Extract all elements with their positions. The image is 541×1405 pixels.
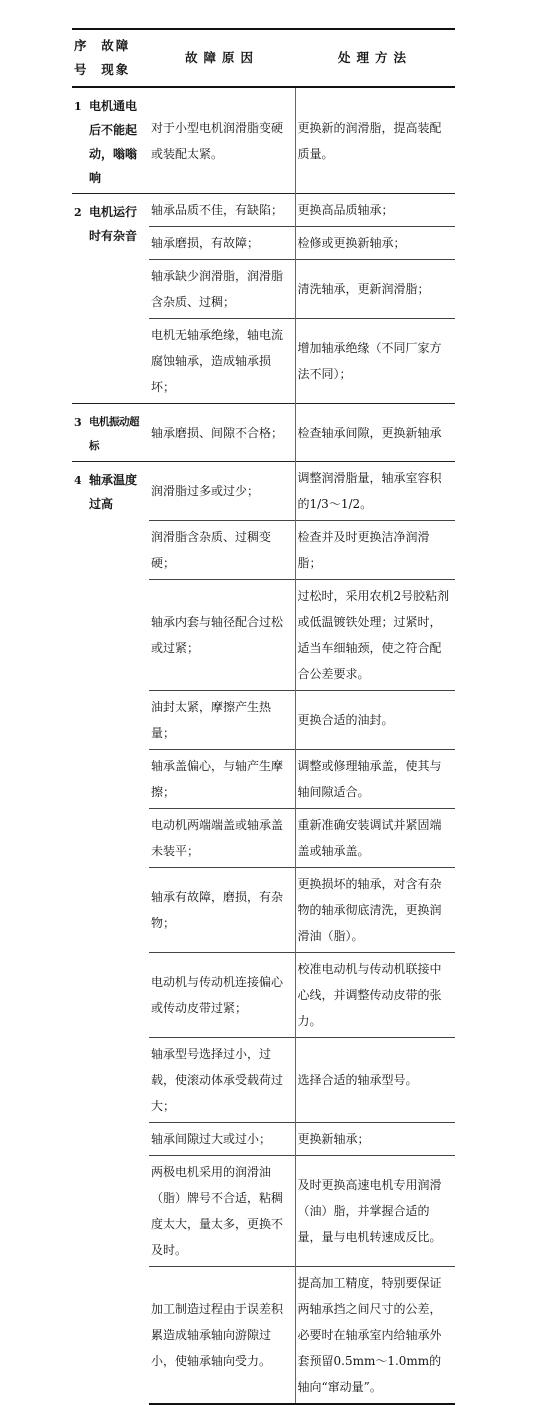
table-row [72, 87, 455, 194]
fault-fix: 更换损坏的轴承，对含有杂物的轴承彻底清洗，更换润滑油（脂）。 [295, 868, 455, 953]
row-number: 3 [72, 404, 87, 462]
row-number: 4 [72, 462, 87, 1405]
header-no-bottom: 号 [74, 62, 89, 77]
fault-cause: 两极电机采用的润滑油（脂）牌号不合适，粘稠度太大，量太多，更换不及时。 [149, 1156, 295, 1267]
fault-phenomenon: 电机通电后不能起动，嗡嗡响 [87, 87, 149, 194]
row-number: 2 [72, 194, 87, 404]
fault-fix: 选择合适的轴承型号。 [295, 1038, 455, 1123]
fault-table [72, 28, 455, 1405]
fault-fix: 过松时，采用农机2号胶粘剂或低温镀铁处理；过紧时，适当车细轴颈，使之符合配合公差要求。 [295, 580, 455, 691]
fault-fix: 重新准确安装调试并紧固端盖或轴承盖。 [295, 809, 455, 868]
fault-fix: 调整或修理轴承盖，使其与轴间隙适合。 [295, 750, 455, 809]
fault-cause: 轴承磨损，有故障； [149, 227, 295, 260]
fault-fix: 检查轴承间隙，更换新轴承 [295, 404, 455, 462]
fault-phenomenon: 电机振动超标 [87, 404, 149, 462]
fault-fix: 校准电动机与传动机联接中心线，并调整传动皮带的张力。 [295, 953, 455, 1038]
fault-cause: 轴承间隙过大或过小； [149, 1123, 295, 1156]
fault-cause: 轴承盖偏心，与轴产生摩擦； [149, 750, 295, 809]
header-fix: 处理方法 [295, 29, 455, 87]
fault-fix: 检查并及时更换洁净润滑脂； [295, 521, 455, 580]
fault-cause: 加工制造过程由于误差积累造成轴承轴向游隙过小，使轴承轴向受力。 [149, 1267, 295, 1405]
header-phenomenon-bottom: 现象 [101, 62, 131, 77]
header-no-top: 序 [74, 38, 89, 53]
fault-cause: 轴承缺少润滑脂，润滑脂含杂质、过稠； [149, 260, 295, 319]
fault-cause: 润滑脂过多或过少； [149, 462, 295, 521]
fault-cause: 对于小型电机润滑脂变硬或装配太紧。 [149, 87, 295, 194]
fault-cause: 轴承型号选择过小，过载，使滚动体承受载荷过大； [149, 1038, 295, 1123]
table-row [72, 462, 455, 521]
header-cause: 故障原因 [149, 29, 295, 87]
fault-fix: 更换高品质轴承； [295, 194, 455, 227]
fault-fix: 更换合适的油封。 [295, 691, 455, 750]
table-row [72, 194, 455, 227]
fault-table-page [72, 28, 455, 1405]
table-body [72, 87, 455, 1404]
fault-fix: 更换新的润滑脂，提高装配质量。 [295, 87, 455, 194]
fault-fix: 及时更换高速电机专用润滑（油）脂，并掌握合适的量，量与电机转速成反比。 [295, 1156, 455, 1267]
table-row [72, 404, 455, 462]
table-header-row [72, 29, 455, 87]
fault-cause: 轴承品质不佳，有缺陷； [149, 194, 295, 227]
fault-cause: 油封太紧，摩擦产生热量； [149, 691, 295, 750]
fault-phenomenon: 轴承温度过高 [87, 462, 149, 1405]
fault-cause: 轴承磨损、间隙不合格； [149, 404, 295, 462]
fault-fix: 调整润滑脂量，轴承室容积的1/3～1/2。 [295, 462, 455, 521]
fault-phenomenon: 电机运行时有杂音 [87, 194, 149, 404]
fault-fix: 增加轴承绝缘（不同厂家方法不同）； [295, 319, 455, 404]
fault-fix: 提高加工精度，特别要保证两轴承挡之间尺寸的公差，必要时在轴承室内给轴承外套预留0.5mm～1.0mm的轴向“窜动量”。 [295, 1267, 455, 1405]
fault-cause: 润滑脂含杂质、过稠变硬； [149, 521, 295, 580]
fault-fix: 更换新轴承； [295, 1123, 455, 1156]
fault-cause: 电动机两端端盖或轴承盖未装平； [149, 809, 295, 868]
fault-fix: 检修或更换新轴承； [295, 227, 455, 260]
header-no-phenomenon [72, 29, 149, 87]
fault-cause: 轴承内套与轴径配合过松或过紧； [149, 580, 295, 691]
header-phenomenon-top: 故障 [101, 38, 131, 53]
fault-cause: 电动机与传动机连接偏心或传动皮带过紧； [149, 953, 295, 1038]
fault-cause: 电机无轴承绝缘，轴电流腐蚀轴承，造成轴承损坏； [149, 319, 295, 404]
fault-fix: 清洗轴承，更新润滑脂； [295, 260, 455, 319]
row-number: 1 [72, 87, 87, 194]
fault-cause: 轴承有故障，磨损，有杂物； [149, 868, 295, 953]
